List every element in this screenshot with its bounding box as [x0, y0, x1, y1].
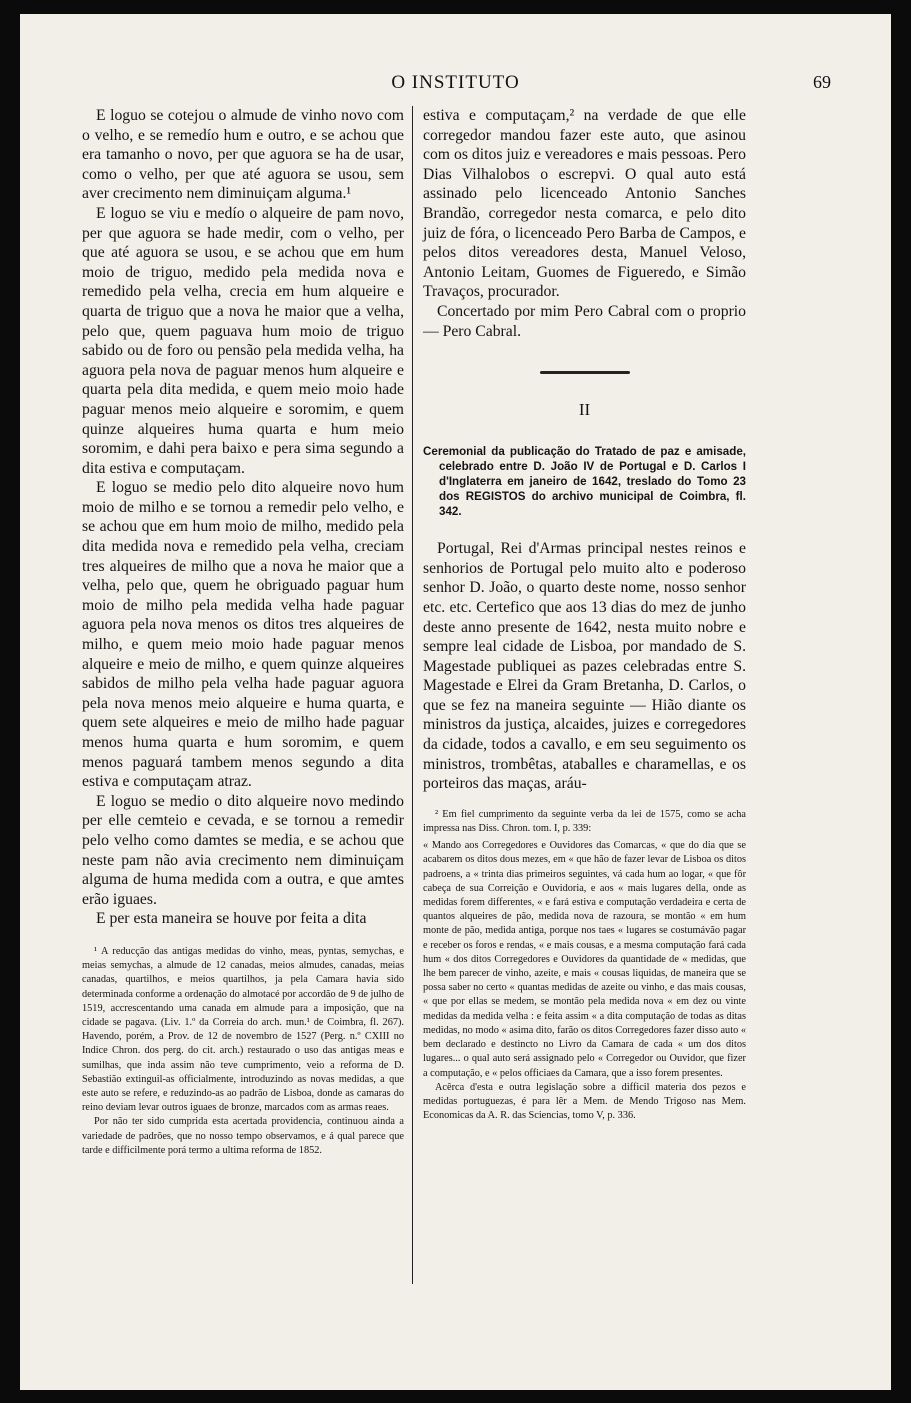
footnotes-left [82, 945, 404, 1158]
paragraph: estiva e computaçam,² na verdade de que elle corregedor mandou fazer este auto, que asinou com os ditos juiz e vereadores e mais pessoas. Pero Dias Vilhalobos o escrepvi. O qual auto está assinado pelo licenceado Antonio Sanches Brandão, corregedor nesta comarca, e pelo dito juiz de fóra, o licenceado Pero Barba de Campos, e pelos ditos vereadores desta, Manuel Veloso, Antonio Leitam, Guomes de Figueredo, e Simão Travaços, procurador. [423, 107, 746, 301]
footnote-quote: « Mando aos Corregedores e Ouvidores das Comarcas, « que do dia que se acabarem os ditos dous mezes, em « que hão de fazer levar de Lisboa os ditos padroens, a « trinta dias primeiros seguintes, vá cada hum ao logar, « que fôr cabeça de sua Correição e Ouvidoria, e aos « mais lugares della, onde as medidas forem differentes, « e fará estiva e computação verdadeira e certa de quantos alqueires de pão, medida nova de razoura, se montão « em hum monte de pão, medida antiga, porque nos taes « lugares se costumávão pagar e receber os foros e rendas, « e mais cousas, e a mesma computação fará cada hum « dos ditos Corregedores e Ouvidores da quantidade de « medidas, que lhe bem parecer de vinho, azeite, e mais « cousas liquidas, de maneira que se possa saber no certo « quantas medidas de azeite ou vinho, e das mais cousas, « que por ellas se medem, se montão pela medida nova « em dez ou vinte medidas da medida velha : e feita assim « a dita computação de todas as ditas medidas, no modo « asima dito, farão os ditos Corregedores fazer disso auto « bem declarado e destincto no Livro da Camara de cada « um dos ditos lugares... o qual auto será assignado pelo « Corregedor ou Ouvidor, que fizer a computação, e « pelos officiaes da Camara, que a isso forem presentes. [423, 840, 746, 1079]
paragraph: E loguo se medio o dito alqueire novo medindo per elle cemteio e cevada, e se tornou a remedir pelo velho como damtes se media, e se achou que neste pam não avia crecimento nem diminuiçam alguma de huma medida com a outra, e que amtes erão iguaes. [82, 792, 404, 908]
footnote: Por não ter sido cumprida esta acertada providencia, continuou ainda a variedade de padrões, que no nosso tempo observamos, e á qual parece que tarde e difficilmente porá termo a ultima reforma de 1852. [82, 1116, 404, 1156]
right-body [423, 106, 746, 341]
paragraph: E loguo se cotejou o almude de vinho novo com o velho, e se remedío hum e outro, e se achou que era tamanho o novo, per que aguora se ha de usar, como o velho, per que até aguora se usou, sem aver crecimento nem diminuiçam alguma.¹ [82, 107, 404, 203]
paragraph: Portugal, Rei d'Armas principal nestes reinos e senhorios de Portugal pelo muito alto e poderoso senhor D. João, o quarto deste nome, nosso senhor etc. etc. Certefico que aos 13 dias do mez de junho deste anno presente de 1642, nesta muito nobre e sempre leal cidade de Lisboa, por mandado de S. Magestade publiquei as pazes celebradas entre S. Magestade e Elrei da Gram Bretanha, D. Carlos, o que se fez na maneira seguinte — Hião diante os ministros da justiça, alcaides, juizes e corregedores da cidade, todos a cavallo, e em seu seguimento os ministros, trombêtas, ataballes e charamellas, e os porteiros das maças, aráu- [423, 540, 746, 793]
column-divider [412, 106, 413, 1284]
footnote: ¹ A reducção das antigas medidas do vinho, meas, pyntas, semychas, e meias semychas, a almude de 12 canadas, meios almudes, canadas, meias canadas, quartilhos, e meios quartilhos, ja pela Camara havia sido determinada conforme a ordenação do almotacé por accordão de 9 de julho de 1519, accrescentando uma canada em almude para a imposição, que na cidade se pagava. (Liv. 1.º da Correia do arch. mun.¹ de Coimbra, fl. 267). Havendo, porém, a Prov. de 12 de novembro de 1527 (Perg. n.º CXIII no Indice Chron. dos perg. do cit. arch.) restaurado o uso das antigas meas e sumilhas, que inda assim não teve cumprimento, veio a reforma de D. Sebastião extinguil-as officialmente, introduzindo as novas medidas, a que este auto se refere, e reduzindo-as ao padrão de Lisboa, donde as camaras do reino deviam levar outros iguaes de bronze, marcados com as armas reaes. [82, 945, 404, 1114]
section-rule [540, 371, 630, 374]
footnotes-right [423, 808, 746, 1123]
paragraph: Concertado por mim Pero Cabral com o proprio — Pero Cabral. [423, 302, 746, 340]
book-page [20, 14, 891, 1390]
footnote-intro: ² Em fiel cumprimento da seguinte verba da lei de 1575, como se acha impressa nas Diss. Chron. tom. I, p. 339: [423, 808, 746, 835]
paragraph: E loguo se medio pelo dito alqueire novo hum moio de milho e se tornou a remedir pelo velho, e se achou que em hum moio de milho, medido pela dita medida nova e remedido pela velha, creciam tres alqueires de milho que a nova he maior que a velha, pelo que, quem he obriguado paguar hum moio de milho pela medida velha hade paguar aguora pela nova menos os ditos tres alqueires de milho, e quem meio moio hade paguar menos alqueire e meio de milho, e quem quinze alqueires sabidos de milho pela velha hade paguar aguora pela nova menos meio alqueire e huma quarta, e quem sete alqueires e meio de milho hade paguar menos huma quarta e hum soromim, e quem menos paguará tambem menos segundo a dita estiva e computaçam atraz. [82, 479, 404, 791]
paragraph: E loguo se viu e medío o alqueire de pam novo, per que aguora se hade medir, com o velho, per que até aguora se usou, e se achou que em hum moio de triguo, medido pela medida nova e remedido pela velha, crecia em hum alqueire e quarta de triguo que a nova he maior que a velha, pelo que, quem paguava hum moio de triguo sabido ou de foro ou pensão pela medida velha, ha aguora pela nova de paguar menos hum alqueire e quarta pela dita medida, e quem meio moio hade paguar menos meio alqueire e soromim, e quem quinze alqueires huma quarta e hum meio soromim, e dahi pera baixo e pera sima segundo a dita estiva e computaçam. [82, 204, 404, 477]
running-title: O INSTITUTO [391, 72, 520, 93]
footnote-closing: Acêrca d'esta e outra legislação sobre a difficil materia dos pezos e medidas portuguezas, é para lêr a Mem. de Mendo Trigoso nas Mem. Economicas da A. R. das Sciencias, tomo V, p. 336. [423, 1081, 746, 1122]
right-column [423, 106, 746, 1123]
left-body [82, 106, 404, 929]
section-title: Ceremonial da publicação do Tratado de paz e amisade, celebrado entre D. João IV de Portugal e D. Carlos I d'Inglaterra em janeiro de 1642, treslado do Tomo 23 dos REGISTOS do archivo municipal de Coimbra, fl. 342. [423, 445, 746, 519]
left-column [82, 106, 404, 1158]
page-header [80, 72, 831, 102]
section-body [423, 539, 746, 794]
section-number: II [578, 400, 591, 420]
page-number: 69 [813, 72, 831, 92]
paragraph: E per esta maneira se houve por feita a dita [96, 910, 367, 928]
footnote-quote-block [423, 839, 746, 1080]
